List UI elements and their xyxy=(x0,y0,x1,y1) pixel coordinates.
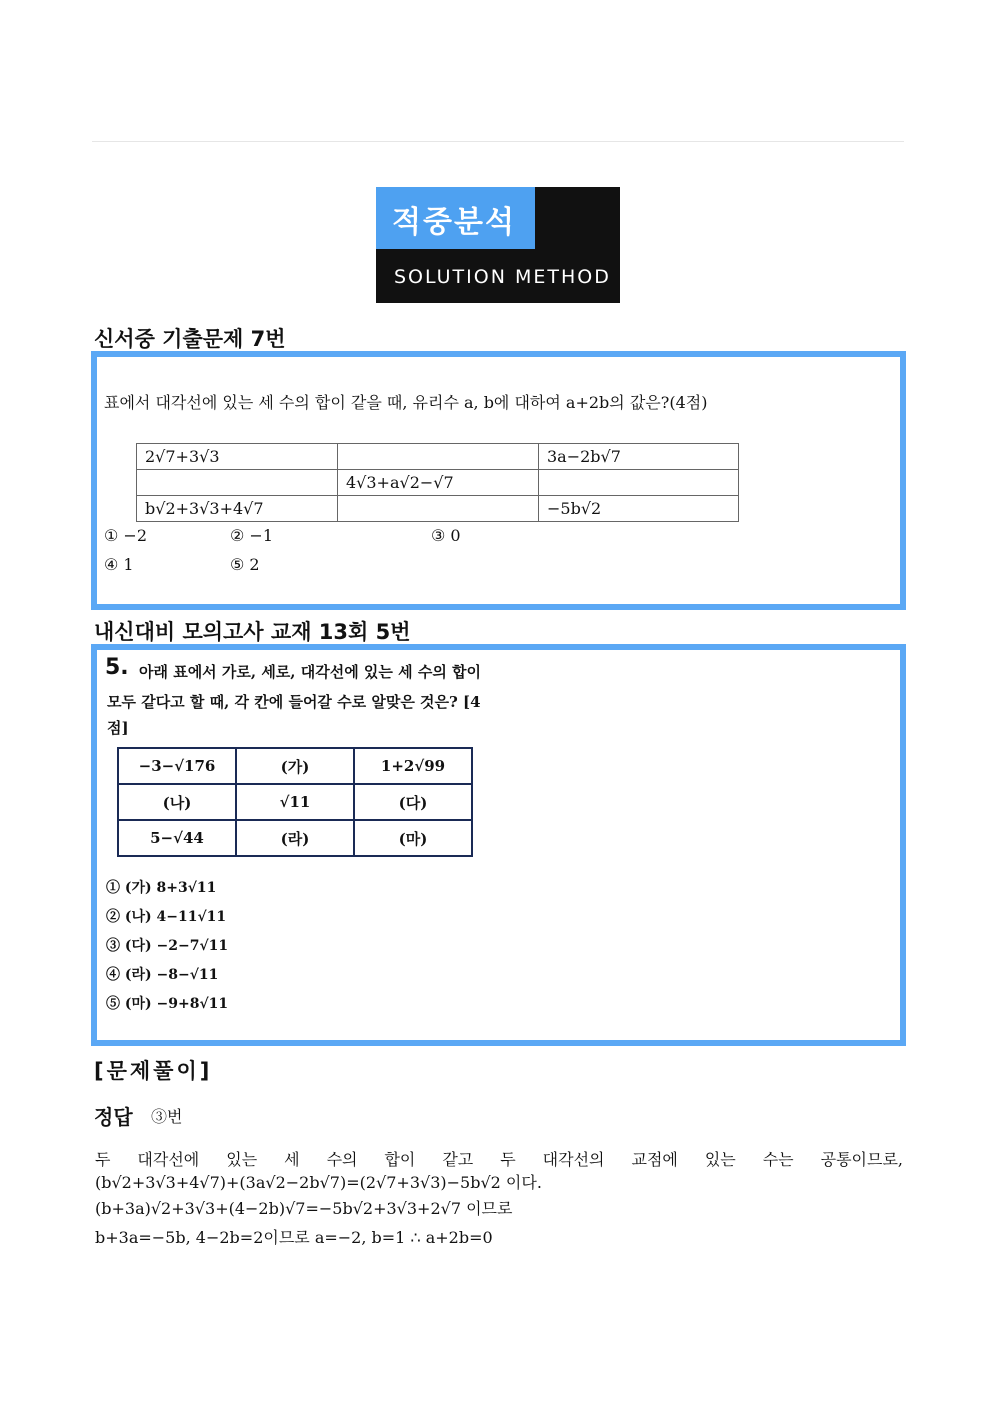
choice-3: ③ 0 xyxy=(431,526,461,545)
solution-line-4: b+3a=−5b, 4−2b=2이므로 a=−2, b=1 ∴ a+2b=0 xyxy=(95,1228,493,1247)
table-cell: (다) xyxy=(354,784,472,820)
table-cell: (라) xyxy=(236,820,354,856)
table-row xyxy=(118,784,472,820)
choice-1: ① −2 xyxy=(104,526,148,545)
choice-3: ③ (다) −2−7√11 xyxy=(106,938,229,954)
section1-heading: 신서중 기출문제 7번 xyxy=(94,327,286,351)
answer-label: 정답 xyxy=(94,1105,133,1129)
table-row xyxy=(137,444,739,470)
table-cell: (가) xyxy=(236,748,354,784)
problem2-question-line: 점] xyxy=(107,719,129,737)
choice-5: ⑤ 2 xyxy=(230,555,260,574)
table-cell: b√2+3√3+4√7 xyxy=(137,496,338,522)
choice-1: ① (가) 8+3√11 xyxy=(106,880,217,896)
table-row xyxy=(118,748,472,784)
table-cell xyxy=(338,444,539,470)
table-cell: 5−√44 xyxy=(118,820,236,856)
problem2-number: 5. xyxy=(105,655,129,680)
problem2-question-line: 모두 같다고 할 때, 각 칸에 들어갈 수로 알맞은 것은? [4 xyxy=(107,693,481,711)
table-cell xyxy=(338,496,539,522)
choice-4: ④ 1 xyxy=(104,555,134,574)
table-cell: −5b√2 xyxy=(539,496,739,522)
table-cell: 3a−2b√7 xyxy=(539,444,739,470)
solution-line-2: (b√2+3√3+4√7)+(3a√2−2b√7)=(2√7+3√3)−5b√2 이다. xyxy=(95,1173,542,1192)
table-cell xyxy=(539,470,739,496)
banner-title: 적중분석 xyxy=(392,205,516,240)
problem1-question: 표에서 대각선에 있는 세 수의 합이 같을 때, 유리수 a, b에 대하여 a+2b의 값은?(4점) xyxy=(104,393,708,412)
table-cell: √11 xyxy=(236,784,354,820)
banner-subtitle: SOLUTION METHOD xyxy=(394,266,611,288)
choice-5: ⑤ (마) −9+8√11 xyxy=(106,996,229,1012)
choice-2: ② (나) 4−11√11 xyxy=(106,909,227,925)
problem2-question-line: 아래 표에서 가로, 세로, 대각선에 있는 세 수의 합이 xyxy=(139,663,482,681)
table-row xyxy=(137,496,739,522)
table-cell: (마) xyxy=(354,820,472,856)
table-cell: 1+2√99 xyxy=(354,748,472,784)
table-cell: −3−√176 xyxy=(118,748,236,784)
table-cell: 2√7+3√3 xyxy=(137,444,338,470)
problem2-table xyxy=(117,747,473,857)
table-row xyxy=(118,820,472,856)
solution-line-1: 두 대각선에 있는 세 수의 합이 같고 두 대각선의 교점에 있는 수는 공통이므로, xyxy=(95,1150,903,1169)
choice-4: ④ (라) −8−√11 xyxy=(106,967,219,983)
solution-line-3: (b+3a)√2+3√3+(4−2b)√7=−5b√2+3√3+2√7 이므로 xyxy=(95,1199,513,1218)
solution-method-banner xyxy=(376,187,620,303)
table-cell: (나) xyxy=(118,784,236,820)
table-row xyxy=(137,470,739,496)
choice-2: ② −1 xyxy=(230,526,274,545)
top-divider xyxy=(92,141,904,142)
section2-heading: 내신대비 모의고사 교재 13회 5번 xyxy=(94,620,411,644)
problem1-table xyxy=(136,443,739,522)
table-cell: 4√3+a√2−√7 xyxy=(338,470,539,496)
answer-value: ③번 xyxy=(151,1107,183,1126)
table-cell xyxy=(137,470,338,496)
solution-heading: [문제풀이] xyxy=(94,1059,213,1083)
